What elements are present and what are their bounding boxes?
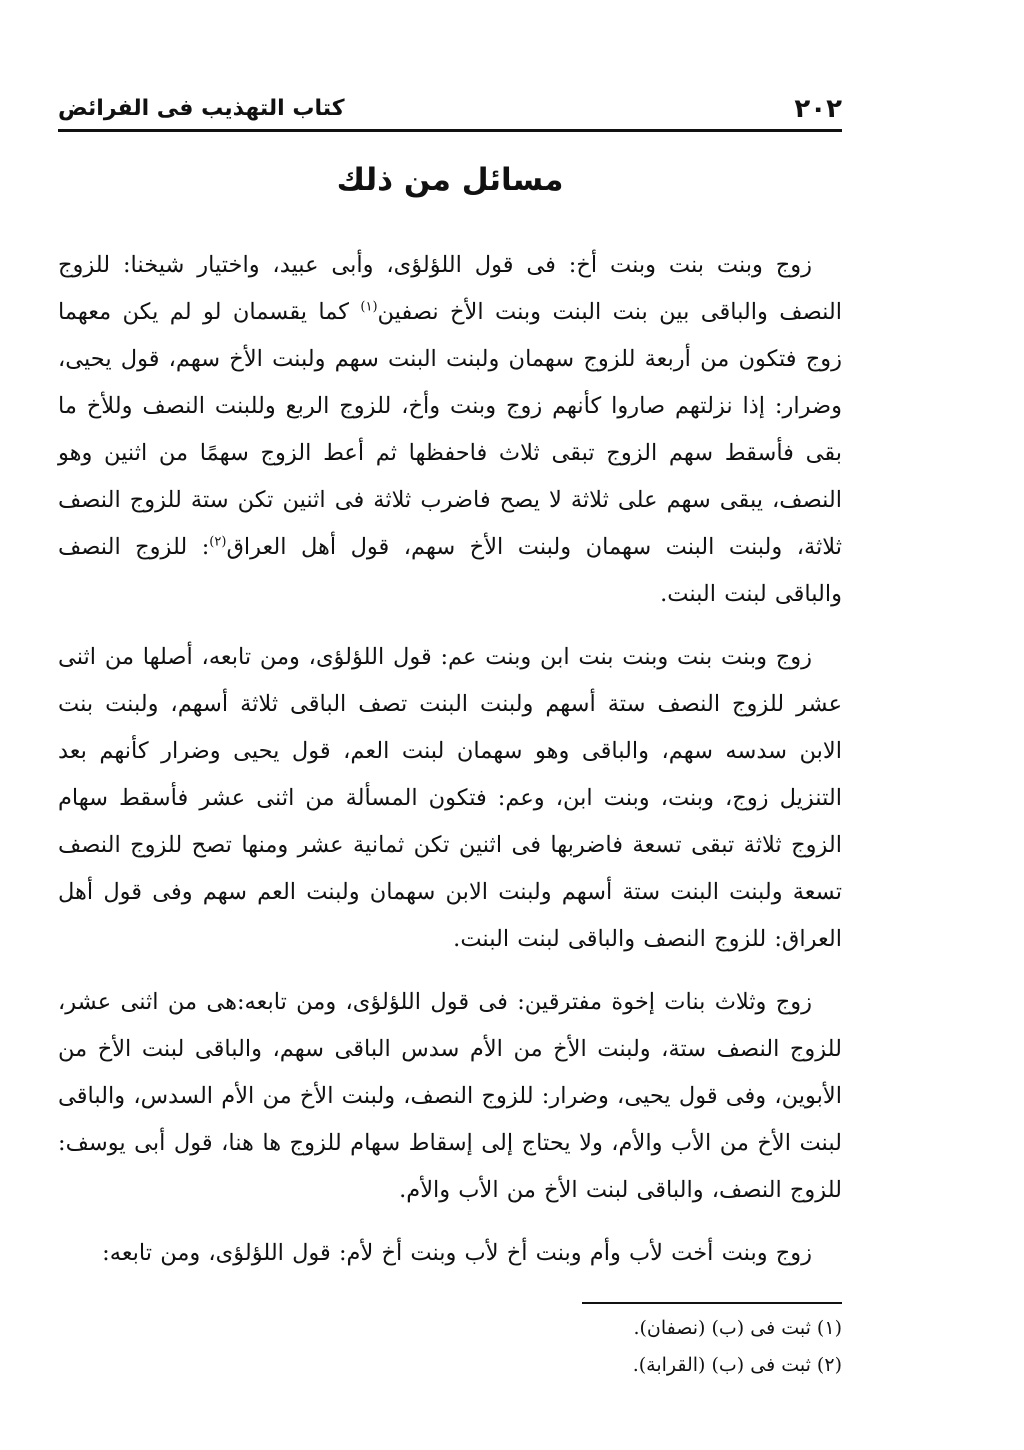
footnote-marker: (١) <box>360 299 378 315</box>
paragraph-text: كما يقسمان لو لم يكن معهما زوج فتكون من أربعة للزوج سهمان ولبنت البنت سهم ولبنت الأخ سهم، قول يحيى، وضرار: إذا نزلتهم صاروا كأنهم زوج وبنت وأخ، للزوج الربع وللبنت النصف وللأخ ما بقى فأسقط سهم الزوج تبقى ثلاث فاحفظها ثم أعط الزوج سهمًا من اثنين وهو النصف، يبقى سهم على ثلاثة لا يصح فاضرب ثلاثة فى اثنين تكن ستة للزوج النصف ثلاثة، ولبنت البنت سهمان ولبنت الأخ سهم، قول أهل العراق <box>58 299 842 560</box>
paragraph <box>58 242 842 618</box>
body-text <box>58 242 842 1293</box>
paragraph-text: : للزوج النصف والباقى لبنت البنت. <box>58 534 842 607</box>
footnote-marker: (٢) <box>209 534 227 550</box>
paragraph: زوج وبنت أخت لأب وأم وبنت أخ لأب وبنت أخ لأم: قول اللؤلؤى، ومن تابعه: <box>102 1240 812 1266</box>
footnote-separator <box>582 1302 842 1304</box>
page-number: ٢٠٢ <box>794 93 842 124</box>
section-title: مسائل من ذلك <box>336 162 564 198</box>
paragraph-text: زوج وبنت بنت وبنت أخ: فى قول اللؤلؤى، وأبى عبيد، واختيار شيخنا: للزوج النصف والباقى بين بنت البنت وبنت الأخ نصفين <box>58 252 842 325</box>
page-header <box>58 88 842 132</box>
footnote: (٢) ثبت فى (ب) (القرابة). <box>632 1354 842 1376</box>
footnote: (١) ثبت فى (ب) (نصفان). <box>633 1317 842 1339</box>
running-title: كتاب التهذيب فى الفرائض <box>58 96 345 121</box>
paragraph: زوج وثلاث بنات إخوة مفترقين: فى قول اللؤلؤى، ومن تابعه:هى من اثنى عشر، للزوج النصف ستة، ولبنت الأخ من الأم سدس الباقى سهم، والباقى لبنت الأخ من الأبوين، وفى قول يحيى، وضرار: للزوج النصف، ولبنت الأخ من الأم السدس، والباقى لبنت الأخ من الأب والأم، ولا يحتاج إلى إسقاط سهام للزوج ها هنا، قول أبى يوسف: للزوج النصف، والباقى لبنت الأخ من الأب والأم. <box>58 989 842 1203</box>
paragraph: زوج وبنت بنت وبنت بنت ابن وبنت عم: قول اللؤلؤى، ومن تابعه، أصلها من اثنى عشر للزوج النصف ستة أسهم ولبنت البنت تصف الباقى ثلاثة أسهم، ولبنت بنت الابن سدسه سهم، والباقى وهو سهمان لبنت العم، قول يحيى وضرار كأنهم بعد التنزيل زوج، وبنت، وبنت ابن، وعم: فتكون المسألة من اثنى عشر فأسقط سهام الزوج ثلاثة تبقى تسعة فاضربها فى اثنين تكن ثمانية عشر ومنها تصح للزوج النصف تسعة ولبنت البنت ستة أسهم ولبنت الابن سهمان ولبنت العم سهم وفى قول أهل العراق: للزوج النصف والباقى لبنت البنت. <box>58 644 842 952</box>
footnotes <box>58 1310 842 1384</box>
